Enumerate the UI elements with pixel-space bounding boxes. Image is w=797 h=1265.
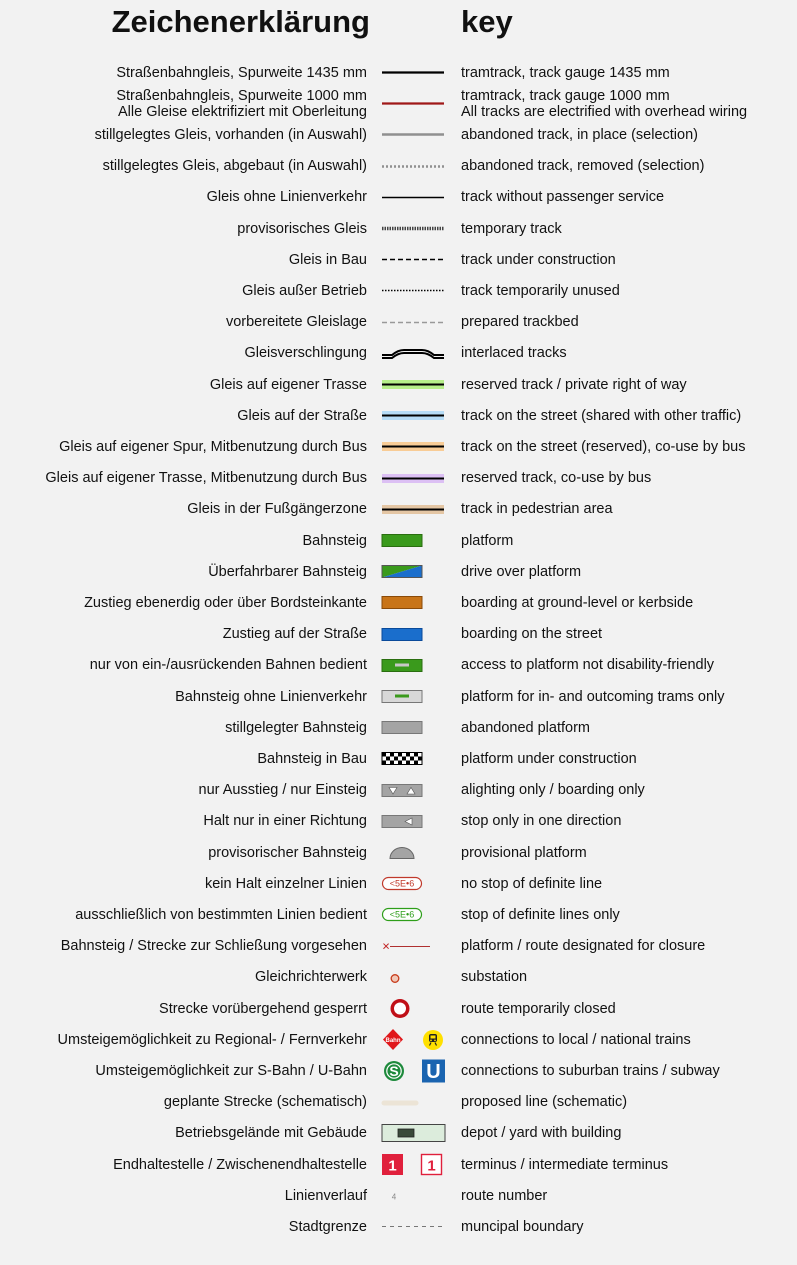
drive-over-platform-icon [378,556,450,587]
legend-row-route-closed [0,993,797,1024]
label-en: substation [461,969,528,986]
label-en: provisional platform [461,844,587,861]
route-number-icon [378,1180,450,1211]
label-de: Betriebsgelände mit Gebäude [175,1125,367,1142]
boarding-street-icon [378,619,450,650]
label-en: stop only in one direction [461,813,622,830]
label-de: Bahnsteig [302,532,367,549]
legend-row-boarding-street [0,619,797,650]
legend-row-tram-1000 [0,88,797,119]
label-en: stop of definite lines only [461,906,620,923]
reserved-icon [378,369,450,400]
legend-row-reserved [0,369,797,400]
label-en: abandoned track, in place (selection) [461,126,698,143]
label-en: reserved track / private right of way [461,376,687,393]
legend-row-no-stop-line [0,868,797,899]
label-en: track under construction [461,251,616,268]
label-de: Bahnsteig ohne Linienverkehr [175,688,367,705]
depot-icon [378,1118,450,1149]
label-de: Gleis auf eigener Spur, Mitbenutzung durch Bus [59,438,367,455]
reserved-bus-icon [378,463,450,494]
legend-row-platform-no-service [0,681,797,712]
label-en: platform / route designated for closure [461,938,706,955]
regional-icon [378,1024,450,1055]
label-en: route temporarily closed [461,1000,616,1017]
label-en: route number [461,1187,548,1204]
svg-text:S: S [389,1063,399,1080]
label-de: Gleisverschlingung [244,345,367,362]
platform-no-service-icon [378,681,450,712]
tram-1000-icon [378,88,450,119]
label-de: Gleis auf eigener Trasse [209,376,367,393]
svg-text:1: 1 [427,1157,436,1175]
legend-row-planned [0,1087,797,1118]
legend-row-abandoned-platform [0,712,797,743]
label-en: temporary track [461,220,562,237]
label-en: prepared trackbed [461,314,579,331]
label-de: Zustieg auf der Straße [222,626,367,643]
label-en: abandoned platform [461,719,590,736]
label-en: boarding on the street [461,626,603,643]
label-en: platform for in- and outcoming trams only [461,688,725,705]
street-bus-icon [378,431,450,462]
ground-level-icon [378,587,450,618]
label-de: geplante Strecke (schematisch) [163,1094,367,1111]
terminus-icon [378,1149,450,1180]
abandoned-in-place-icon [378,119,450,150]
label-de: Gleis in der Fußgängerzone [187,501,367,518]
legend-row-depot-only [0,650,797,681]
city-boundary-icon [378,1211,450,1242]
label-en: track on the street (shared with other traffic) [461,407,742,424]
substation-icon [378,962,450,993]
abandoned-platform-icon [378,712,450,743]
label-en: drive over platform [461,563,582,580]
label-de: Gleis auf der Straße [237,407,367,424]
label-de: provisorisches Gleis [237,220,367,237]
label-en: connections to suburban trains / subway [461,1062,720,1079]
one-direction-icon [378,806,450,837]
legend-row-route-number [0,1180,797,1211]
label-de: Gleis ohne Linienverkehr [206,189,367,206]
out-of-service-icon [378,275,450,306]
label-en: tramtrack, track gauge 1000 mm All tracks are electrified with overhead wiring [461,87,748,120]
label-de: Gleis in Bau [288,251,367,268]
temporary-track-icon [378,213,450,244]
legend-row-street [0,400,797,431]
legend-row-ground-level [0,587,797,618]
label-en: access to platform not disability-friendly [461,657,715,674]
legend-row-only-lines [0,899,797,930]
legend-row-alight-board [0,775,797,806]
legend-row-reserved-bus [0,463,797,494]
svg-text:4: 4 [391,1192,397,1202]
depot-only-icon [378,650,450,681]
label-de: ausschließlich von bestimmten Linien bedient [75,906,367,923]
legend-row-prepared-trackbed [0,307,797,338]
label-en: no stop of definite line [461,875,603,892]
provisional-platform-icon [378,837,450,868]
label-de: Umsteigemöglichkeit zu Regional- / Fernverkehr [57,1031,367,1048]
label-de: nur von ein-/ausrückenden Bahnen bedient [89,657,367,674]
label-de: nur Ausstieg / nur Einsteig [198,782,367,799]
label-en: tramtrack, track gauge 1435 mm [461,64,670,81]
label-de: Bahnsteig / Strecke zur Schließung vorgesehen [60,938,367,955]
label-de: Endhaltestelle / Zwischenendhaltestelle [113,1156,367,1173]
platform-construction-icon [378,743,450,774]
label-en: alighting only / boarding only [461,782,645,799]
legend-row-city-boundary [0,1211,797,1242]
label-de: Straßenbahngleis, Spurweite 1000 mm Alle Gleise elektrifiziert mit Oberleitung [116,87,367,120]
label-de: provisorischer Bahnsteig [208,844,367,861]
legend-row-street-bus [0,431,797,462]
legend-row-tram-1435 [0,57,797,88]
label-en: track without passenger service [461,189,665,206]
label-de: Stadtgrenze [288,1218,367,1235]
title-english: key [461,4,513,39]
label-en: boarding at ground-level or kerbside [461,594,694,611]
label-en: track on the street (reserved), co-use by bus [461,438,746,455]
label-de: stillgelegter Bahnsteig [225,719,367,736]
legend-row-depot [0,1118,797,1149]
label-de: Halt nur in einer Richtung [203,813,367,830]
label-de: stillgelegtes Gleis, vorhanden (in Auswahl) [94,126,367,143]
legend-row-drive-over-platform [0,556,797,587]
label-en: reserved track, co-use by bus [461,470,652,487]
legend-row-platform [0,525,797,556]
label-en: terminus / intermediate terminus [461,1156,669,1173]
legend-row-platform-construction [0,743,797,774]
title-german: Zeichenerklärung [111,4,370,39]
legend-row-regional [0,1024,797,1055]
label-de: Straßenbahngleis, Spurweite 1435 mm [116,64,367,81]
label-de: Gleis auf eigener Trasse, Mitbenutzung durch Bus [45,470,367,487]
svg-text:1: 1 [388,1157,397,1175]
svg-text:×: × [382,938,390,954]
prepared-trackbed-icon [378,307,450,338]
street-icon [378,400,450,431]
svg-text:U: U [426,1061,441,1084]
platform-icon [378,525,450,556]
label-de: Zustieg ebenerdig oder über Bordsteinkante [84,594,367,611]
planned-icon [378,1087,450,1118]
label-de: Gleichrichterwerk [255,969,367,986]
label-en: platform [461,532,514,549]
legend-row-no-service [0,182,797,213]
svg-text:Bahn: Bahn [385,1037,401,1044]
label-en: proposed line (schematic) [461,1094,628,1111]
legend-row-substation [0,962,797,993]
label-de: Linienverlauf [284,1187,367,1204]
no-stop-line-icon [378,868,450,899]
label-de: Bahnsteig in Bau [257,750,367,767]
label-de: Umsteigemöglichkeit zur S-Bahn / U-Bahn [95,1062,367,1079]
legend-row-one-direction [0,806,797,837]
legend-row-sbahn-ubahn [0,1055,797,1086]
legend-row-interlaced [0,338,797,369]
legend-row-under-construction [0,244,797,275]
svg-text:<5E•6: <5E•6 [389,909,415,920]
legend-row-abandoned-removed [0,151,797,182]
label-en: abandoned track, removed (selection) [461,158,705,175]
alight-board-icon [378,775,450,806]
label-de: stillgelegtes Gleis, abgebaut (in Auswahl) [102,158,367,175]
svg-text:<5E•6: <5E•6 [389,878,415,889]
label-de: Überfahrbarer Bahnsteig [208,563,367,580]
label-en: track temporarily unused [461,282,620,299]
legend-row-provisional-platform [0,837,797,868]
label-de: kein Halt einzelner Linien [204,875,367,892]
legend-row-temporary-track [0,213,797,244]
label-en: depot / yard with building [461,1125,622,1142]
legend-row-closure [0,931,797,962]
label-de: Gleis außer Betrieb [242,282,367,299]
abandoned-removed-icon [378,151,450,182]
label-en: connections to local / national trains [461,1031,691,1048]
label-de: vorbereitete Gleislage [225,314,367,331]
tram-1435-icon [378,57,450,88]
label-en: track in pedestrian area [461,501,613,518]
label-de: Strecke vorübergehend gesperrt [159,1000,367,1017]
route-closed-icon [378,993,450,1024]
label-en: platform under construction [461,750,637,767]
label-en: muncipal boundary [461,1218,584,1235]
sbahn-ubahn-icon [378,1055,450,1086]
legend-row-pedestrian [0,494,797,525]
under-construction-icon [378,244,450,275]
legend-row-out-of-service [0,275,797,306]
interlaced-icon [378,338,450,369]
label-en: interlaced tracks [461,345,567,362]
pedestrian-icon [378,494,450,525]
only-lines-icon [378,899,450,930]
legend-row-abandoned-in-place [0,119,797,150]
legend-row-terminus [0,1149,797,1180]
closure-icon [378,931,450,962]
no-service-icon [378,182,450,213]
